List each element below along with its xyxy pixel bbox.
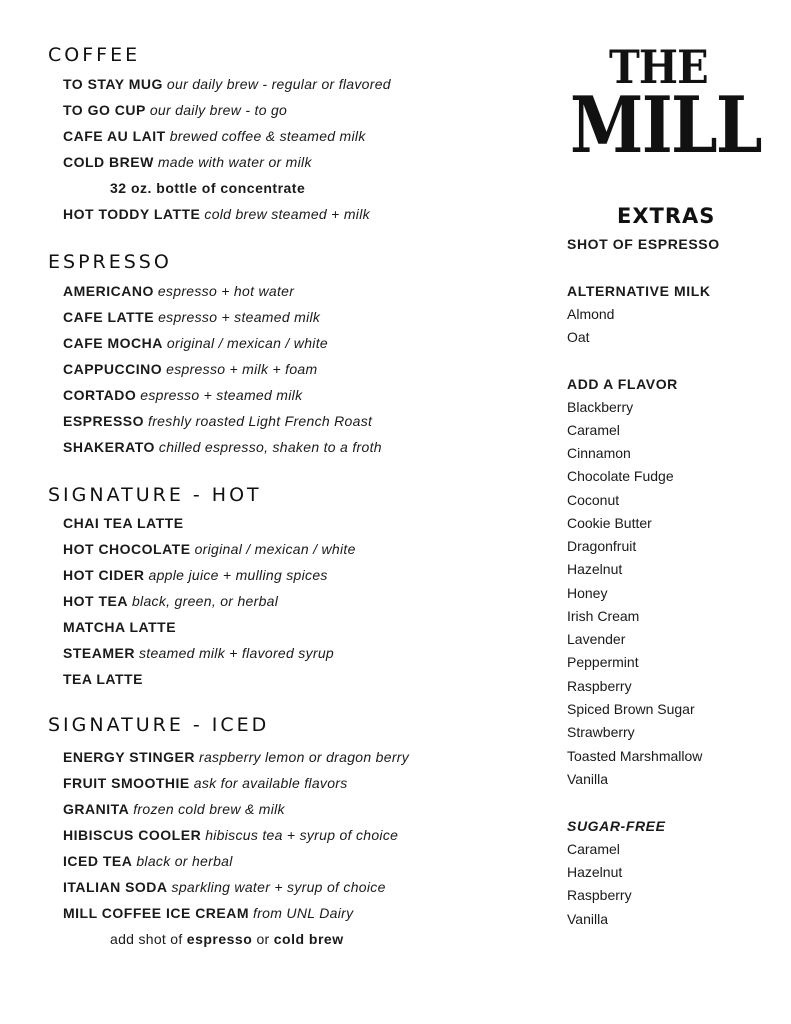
item-desc: espresso + milk + foam	[166, 361, 318, 377]
item-name: TO GO CUP	[63, 102, 146, 118]
menu-item	[63, 282, 294, 300]
alt-milk-option: Oat	[567, 329, 590, 345]
item-name: CAFE AU LAIT	[63, 128, 166, 144]
item-desc: frozen cold brew & milk	[133, 801, 285, 817]
flavor-option: Caramel	[567, 422, 620, 438]
menu-item	[63, 826, 398, 844]
menu-item	[63, 800, 285, 818]
footnote-espresso: espresso	[186, 931, 253, 947]
flavor-option: Raspberry	[567, 678, 632, 694]
item-name: SHAKERATO	[63, 439, 155, 455]
item-desc: raspberry lemon or dragon berry	[199, 749, 410, 765]
footnote-add-shot	[110, 930, 344, 948]
extras-shot: SHOT OF ESPRESSO	[567, 236, 720, 252]
item-name: MILL COFFEE ICE CREAM	[63, 905, 250, 921]
extras-title: EXTRAS	[617, 204, 716, 228]
item-name: CAFE MOCHA	[63, 335, 163, 351]
sugar-free-option: Raspberry	[567, 887, 632, 903]
menu-item	[63, 412, 372, 430]
item-name: CAPPUCCINO	[63, 361, 163, 377]
item-desc: espresso + hot water	[157, 283, 295, 299]
menu-item	[63, 644, 334, 662]
item-desc: cold brew steamed + milk	[204, 206, 370, 222]
item-name: GRANITA	[63, 801, 130, 817]
flavor-option: Honey	[567, 585, 608, 601]
item-name: ITALIAN SODA	[63, 879, 168, 895]
flavor-option: Spiced Brown Sugar	[567, 701, 695, 717]
sugar-free-option: Hazelnut	[567, 864, 623, 880]
section-title: SIGNATURE - ICED	[48, 714, 270, 736]
flavor-option: Chocolate Fudge	[567, 468, 674, 484]
item-desc: ask for available flavors	[193, 775, 348, 791]
logo-mill: MILL	[570, 80, 761, 171]
menu-item	[63, 540, 356, 558]
item-name: HIBISCUS COOLER	[63, 827, 202, 843]
item-name: MATCHA LATTE	[63, 619, 177, 635]
item-name: AMERICANO	[63, 283, 154, 299]
section-title: COFFEE	[48, 44, 141, 66]
item-desc: from UNL Dairy	[253, 905, 354, 921]
flavor-option: Strawberry	[567, 724, 635, 740]
menu-item	[63, 101, 287, 119]
flavor-option: Coconut	[567, 492, 620, 508]
item-name: ENERGY STINGER	[63, 749, 195, 765]
menu-item	[63, 514, 184, 532]
item-name: COLD BREW	[63, 154, 154, 170]
flavor-heading: ADD A FLAVOR	[567, 376, 678, 392]
menu-item	[63, 670, 143, 688]
flavor-option: Toasted Marshmallow	[567, 748, 703, 764]
menu-item	[63, 878, 386, 896]
menu-item	[63, 75, 391, 93]
item-name: CORTADO	[63, 387, 137, 403]
flavor-option: Peppermint	[567, 654, 639, 670]
item-name: FRUIT SMOOTHIE	[63, 775, 190, 791]
item-desc: brewed coffee & steamed milk	[169, 128, 366, 144]
item-name: ICED TEA	[63, 853, 133, 869]
sugar-free-heading: SUGAR-FREE	[567, 818, 666, 834]
item-desc: espresso + steamed milk	[140, 387, 303, 403]
item-desc: espresso + steamed milk	[158, 309, 321, 325]
flavor-option: Irish Cream	[567, 608, 640, 624]
section-signature-iced	[48, 712, 548, 947]
menu-item	[63, 566, 328, 584]
sugar-free-option: Caramel	[567, 841, 620, 857]
section-signature-hot	[48, 482, 548, 687]
item-desc: black or herbal	[136, 853, 233, 869]
item-name: CHAI TEA LATTE	[63, 515, 184, 531]
menu-item	[63, 904, 353, 922]
footnote-prefix: add shot of	[110, 931, 183, 947]
section-coffee	[48, 42, 548, 222]
item-desc: original / mexican / white	[166, 335, 328, 351]
item-desc: steamed milk + flavored syrup	[138, 645, 335, 661]
menu-item	[63, 334, 328, 352]
item-name: CAFE LATTE	[63, 309, 155, 325]
menu-item	[63, 852, 233, 870]
menu-item	[63, 592, 278, 610]
menu-item	[63, 127, 366, 145]
item-name: HOT CHOCOLATE	[63, 541, 191, 557]
item-desc: made with water or milk	[157, 154, 312, 170]
flavor-option: Cookie Butter	[567, 515, 652, 531]
menu-item	[63, 153, 312, 171]
flavor-option: Vanilla	[567, 771, 608, 787]
flavor-option: Dragonfruit	[567, 538, 637, 554]
section-title: SIGNATURE - HOT	[48, 484, 262, 506]
item-desc: our daily brew - to go	[149, 102, 288, 118]
section-espresso	[48, 249, 548, 455]
menu-item	[63, 308, 320, 326]
item-desc: black, green, or herbal	[131, 593, 279, 609]
menu-item	[63, 748, 409, 766]
alt-milk-heading: ALTERNATIVE MILK	[567, 283, 711, 299]
alt-milk-option: Almond	[567, 306, 615, 322]
menu-item-sub	[110, 179, 305, 197]
section-title: ESPRESSO	[48, 251, 172, 273]
footnote-or: or	[256, 931, 270, 947]
menu-item	[63, 386, 302, 404]
item-desc: sparkling water + syrup of choice	[171, 879, 386, 895]
item-desc: apple juice + mulling spices	[148, 567, 328, 583]
item-name: TO STAY MUG	[63, 76, 163, 92]
item-name: ESPRESSO	[63, 413, 145, 429]
item-name: 32 oz. bottle of concentrate	[110, 180, 306, 196]
item-desc: original / mexican / white	[194, 541, 356, 557]
menu-item	[63, 774, 348, 792]
item-desc: hibiscus tea + syrup of choice	[205, 827, 399, 843]
flavor-option: Lavender	[567, 631, 626, 647]
item-name: STEAMER	[63, 645, 135, 661]
menu-item	[63, 360, 317, 378]
item-desc: our daily brew - regular or flavored	[166, 76, 391, 92]
flavor-option: Hazelnut	[567, 561, 623, 577]
item-desc: chilled espresso, shaken to a froth	[158, 439, 382, 455]
item-name: HOT TODDY LATTE	[63, 206, 201, 222]
item-name: TEA LATTE	[63, 671, 143, 687]
item-name: HOT TEA	[63, 593, 128, 609]
menu-item	[63, 205, 370, 223]
sugar-free-option: Vanilla	[567, 911, 608, 927]
menu-item	[63, 438, 382, 456]
footnote-cold-brew: cold brew	[273, 931, 344, 947]
menu-item	[63, 618, 176, 636]
item-name: HOT CIDER	[63, 567, 145, 583]
flavor-option: Blackberry	[567, 399, 634, 415]
item-desc: freshly roasted Light French Roast	[148, 413, 373, 429]
flavor-option: Cinnamon	[567, 445, 631, 461]
logo-the: THE	[609, 40, 708, 94]
